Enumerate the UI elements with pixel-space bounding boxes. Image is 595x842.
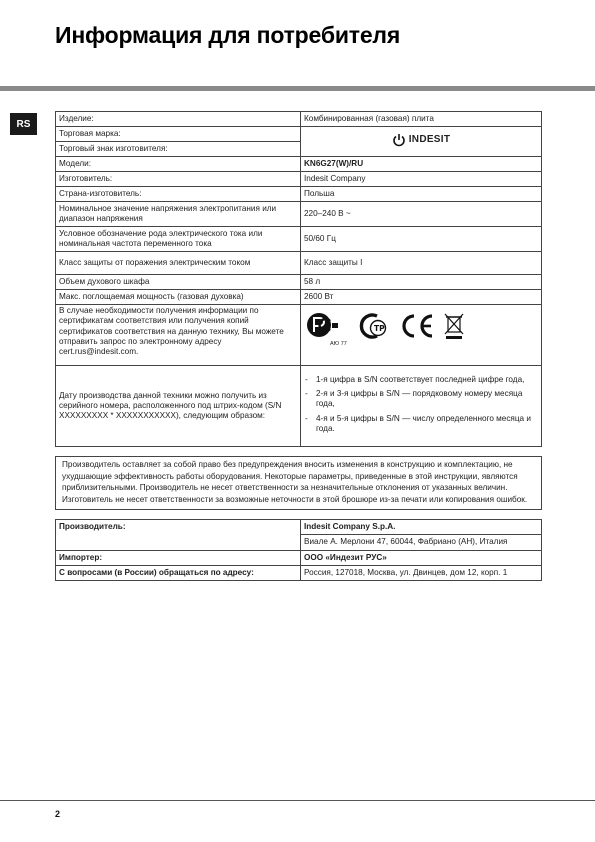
producer-label: Производитель:	[56, 520, 301, 551]
contact-label: С вопросами (в России) обращаться по адресу:	[56, 565, 301, 580]
cert-marks-cell	[301, 305, 542, 366]
page-number: 2	[55, 809, 61, 819]
voltage-value: 220–240 В ~	[301, 202, 542, 227]
table-row	[56, 127, 542, 142]
current-label: Условное обозначение рода электрического тока или номинальная частота переменного тока	[56, 227, 301, 252]
product-label: Изделие:	[56, 112, 301, 127]
language-badge: RS	[10, 113, 37, 135]
table-row	[56, 275, 542, 290]
table-row	[56, 565, 542, 580]
ce-mark-icon	[399, 312, 435, 340]
brand-logo-text: INDESIT	[408, 133, 451, 145]
table-row	[56, 252, 542, 275]
protection-label: Класс защиты от поражения электрическим током	[56, 252, 301, 275]
list-item: - 2-я и 3-я цифры в S/N — порядковому номеру месяца года,	[304, 389, 538, 410]
contact-address: Россия, 127018, Москва, ул. Двинцев, дом 12, корп. 1	[301, 565, 542, 580]
producer-address: Виале А. Мерлони 47, 60044, Фабриано (АН), Италия	[301, 535, 542, 550]
svg-text:ТР: ТР	[373, 324, 385, 333]
protection-value: Класс защиты I	[301, 252, 542, 275]
table-row	[56, 520, 542, 535]
weee-bin-icon	[443, 312, 465, 340]
date-rules-list	[304, 375, 538, 434]
maker-mark-label: Торговый знак изготовителя:	[56, 142, 301, 157]
table-row	[56, 157, 542, 172]
gost-mark-icon	[355, 312, 391, 340]
table-row	[56, 227, 542, 252]
date-rules-cell	[301, 366, 542, 447]
maker-table	[55, 519, 542, 581]
brand-logo-cell	[301, 127, 542, 157]
pct-mark-icon	[306, 312, 340, 338]
table-row	[56, 290, 542, 305]
voltage-label: Номинальное значение напряжения электропитания или диапазон напряжения	[56, 202, 301, 227]
pct-mark	[306, 312, 347, 348]
cert-marks	[304, 306, 538, 350]
list-item: - 4-я и 5-я цифры в S/N — числу определенного месяца и года.	[304, 414, 538, 435]
spec-table	[55, 111, 542, 447]
oven-value: 58 л	[301, 275, 542, 290]
cert-info: В случае необходимости получения информации по сертификатам соответствия или получения копий сертификатов соответствия на данную технику, Вы можете отправить запрос по электронному адресу cert.rus@indesit.com.	[56, 305, 301, 366]
importer-name: ООО «Индезит РУС»	[301, 550, 542, 565]
importer-label: Импортер:	[56, 550, 301, 565]
power-label: Макс. поглощаемая мощность (газовая духовка)	[56, 290, 301, 305]
page-title: Информация для потребителя	[55, 22, 401, 48]
producer-name: Indesit Company S.p.A.	[301, 520, 542, 535]
table-row	[56, 112, 542, 127]
power-ring-icon	[392, 133, 406, 147]
country-value: Польша	[301, 187, 542, 202]
power-value: 2600 Вт	[301, 290, 542, 305]
table-row	[56, 172, 542, 187]
manufacturer-value: Indesit Company	[301, 172, 542, 187]
disclaimer-text: Производитель оставляет за собой право без предупреждения вносить изменения в конструкцию и комплектацию, не ухудшающие эффективность работы оборудования. Некоторые параметры, приведенные в этой инструкции, являются приблизительными. Производитель не несет ответственности за незначительные отклонения от указанных величин. Изготовитель не несет ответственности за возможные неточности в этой брошюре из-за печати или копирования ошибок.	[55, 456, 542, 510]
table-row	[56, 202, 542, 227]
footer-rule	[0, 800, 595, 801]
brand-label: Торговая марка:	[56, 127, 301, 142]
table-row	[56, 305, 542, 366]
manufacturer-label: Изготовитель:	[56, 172, 301, 187]
indesit-logo-icon	[392, 133, 451, 147]
oven-label: Объем духового шкафа	[56, 275, 301, 290]
current-value: 50/60 Гц	[301, 227, 542, 252]
table-row	[56, 366, 542, 447]
country-label: Страна-изготовитель:	[56, 187, 301, 202]
model-label: Модели:	[56, 157, 301, 172]
table-row	[56, 187, 542, 202]
list-item: - 1-я цифра в S/N соответствует последней цифре года,	[304, 375, 538, 385]
table-row	[56, 550, 542, 565]
product-value: Комбинированная (газовая) плита	[301, 112, 542, 127]
date-info: Дату производства данной техники можно получить из серийного номера, расположенного под штрих-кодом (S/N XXXXXXXXX * XXXXXXXXXXX), следующим образом:	[56, 366, 301, 447]
model-value: KN6G27(W)/RU	[301, 157, 542, 172]
header-bar	[0, 86, 595, 91]
cert-code: АЮ 77	[330, 341, 347, 347]
